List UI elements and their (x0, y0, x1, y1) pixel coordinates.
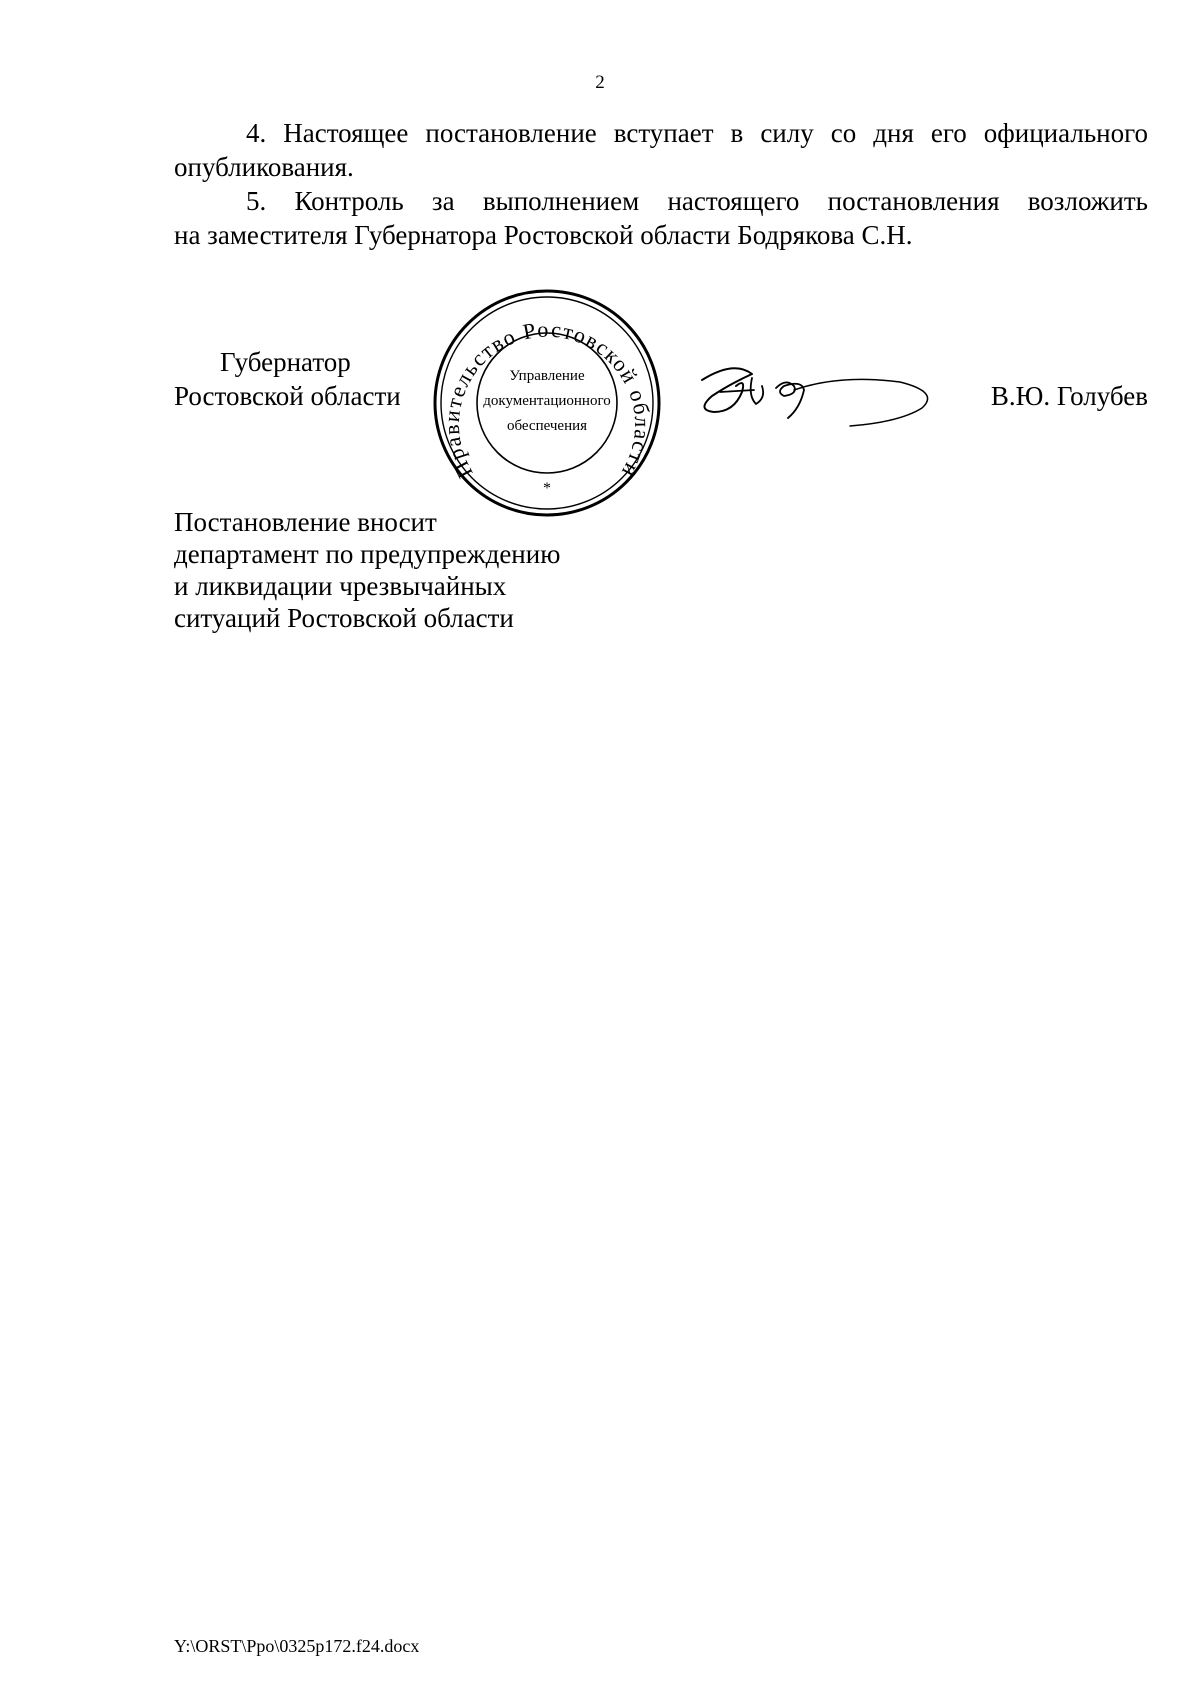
page-number: 2 (595, 72, 605, 93)
signer-position-line1: Губернатор (220, 347, 351, 377)
document-body (174, 116, 1148, 252)
originator-line1: Постановление вносит (174, 507, 437, 537)
seal-center-line1: Управление (509, 368, 585, 384)
seal-star: * (543, 480, 551, 497)
paragraph-5-line2: на заместителя Губернатора Ростовской области Бодрякова С.Н. (174, 220, 913, 250)
paragraph-5-line1: 5. Контроль за выполнением настоящего постановления возложить (246, 186, 1148, 216)
paragraph-4-line1: 4. Настоящее постановление вступает в силу со дня его официального (246, 118, 1148, 148)
footer-file-path: Y:\ORST\Ppo\0325p172.f24.docx (174, 1636, 420, 1656)
signer-position-line2: Ростовской области (174, 381, 401, 411)
originator-line4: ситуаций Ростовской области (174, 603, 514, 633)
seal-ring-text: Правительство Ростовской области (438, 316, 656, 483)
signer-name: В.Ю. Голубев (990, 381, 1148, 411)
seal-center-line3: обеспечения (506, 418, 588, 434)
paragraph-4-line2: опубликования. (174, 152, 354, 182)
official-seal (432, 288, 662, 518)
originator-note (174, 506, 560, 634)
seal-center-line2: документационного (483, 393, 611, 409)
originator-line3: и ликвидации чрезвычайных (174, 571, 507, 601)
handwritten-signature (690, 356, 940, 436)
originator-line2: департамент по предупреждению (174, 539, 561, 569)
